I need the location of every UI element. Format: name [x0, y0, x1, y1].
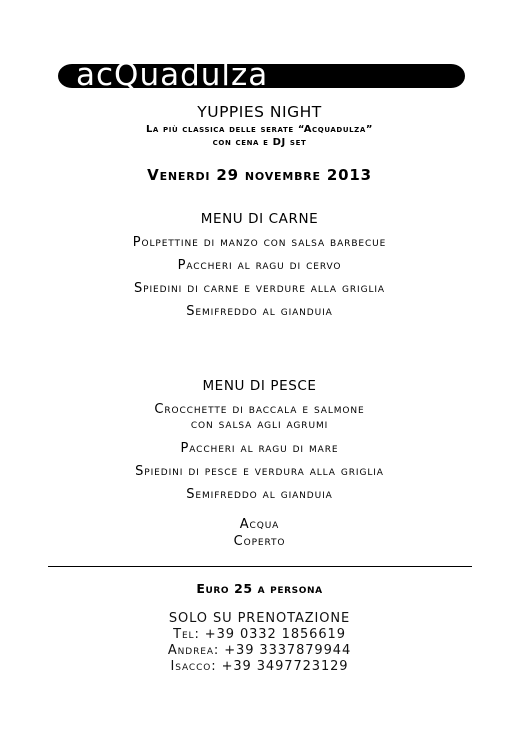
contact-tel: Tel: +39 0332 1856619 — [173, 627, 346, 642]
menu-pesce-item: Paccheri al ragu di mare — [180, 441, 339, 456]
acquadulza-logo — [58, 57, 465, 93]
logo-text: acQuadulza — [76, 57, 269, 93]
event-subtitle-line1: La più classica delle serate “Acquadulza” — [145, 124, 374, 135]
menu-pesce-item: con salsa agli agrumi — [190, 417, 329, 432]
event-title: YUPPIES NIGHT — [197, 103, 322, 121]
contact-andrea: Andrea: +39 3337879944 — [167, 643, 352, 658]
contact-isacco: Isacco: +39 3497723129 — [170, 659, 349, 674]
extra-coperto: Coperto — [233, 534, 286, 549]
reservation-note: SOLO SU PRENOTAZIONE — [168, 611, 351, 626]
menu-pesce-item: Semifreddo al gianduia — [186, 487, 333, 502]
menu-pesce-item: Crocchette di baccala e salmone — [154, 402, 365, 417]
divider-line — [48, 566, 472, 567]
menu-carne-item: Paccheri al ragu di cervo — [177, 258, 342, 273]
price-per-person: Euro 25 a persona — [196, 581, 323, 596]
extra-acqua: Acqua — [239, 517, 280, 532]
menu-carne-item: Polpettine di manzo con salsa barbecue — [132, 235, 387, 250]
menu-pesce-item: Spiedini di pesce e verdura alla griglia — [135, 464, 384, 479]
menu-carne-item: Semifreddo al gianduia — [186, 304, 333, 319]
event-date: Venerdi 29 novembre 2013 — [147, 166, 372, 184]
menu-carne-item: Spiedini di carne e verdure alla griglia — [134, 281, 385, 296]
menu-carne-heading: MENU DI CARNE — [200, 211, 319, 227]
menu-pesce-heading: MENU DI PESCE — [202, 378, 317, 394]
event-subtitle-line2: con cena e DJ set — [212, 137, 307, 148]
